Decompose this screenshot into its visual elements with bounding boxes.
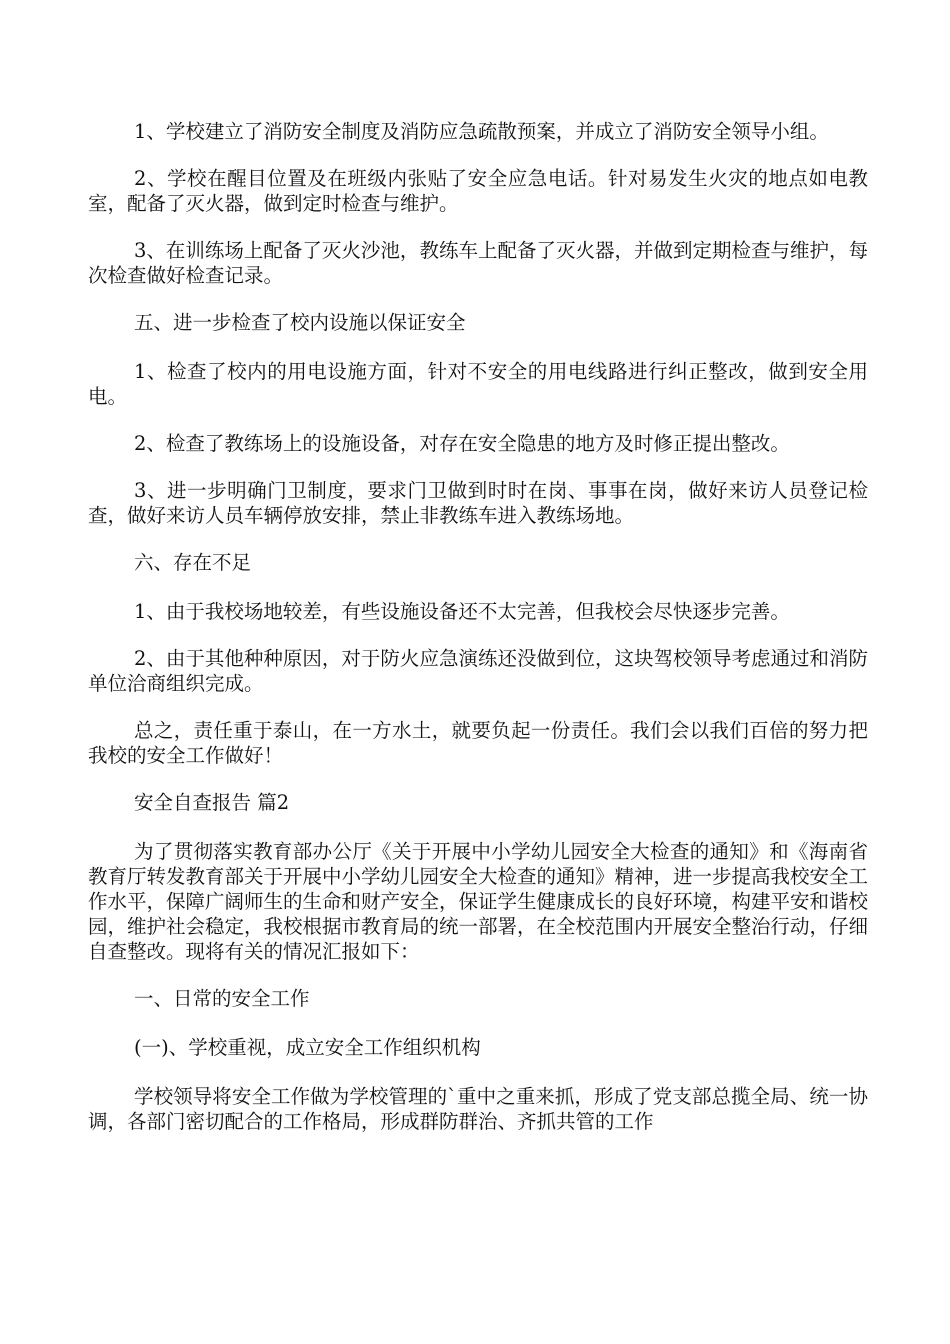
paragraph: 2、由于其他种种原因，对于防火应急演练还没做到位，这块驾校领导考虑通过和消防单位洽商组织完成。 [88, 647, 868, 695]
subsection-heading: (一)、学校重视，成立安全工作组织机构 [134, 1036, 481, 1059]
paragraph: 2、学校在醒目位置及在班级内张贴了安全应急电话。针对易发生火灾的地点如电教室，配备了灭火器，做到定时检查与维护。 [88, 167, 868, 215]
section-heading: 五、进一步检查了校内设施以保证安全 [134, 311, 466, 334]
report-title: 安全自查报告 篇2 [134, 791, 290, 814]
section-heading: 六、存在不足 [134, 551, 252, 574]
paragraph: 3、进一步明确门卫制度，要求门卫做到时时在岗、事事在岗，做好来访人员登记检查，做好来访人员车辆停放安排，禁止非教练车进入教练场地。 [88, 479, 868, 527]
paragraph: 1、学校建立了消防安全制度及消防应急疏散预案，并成立了消防安全领导小组。 [134, 120, 829, 143]
paragraph: 学校领导将安全工作做为学校管理的`重中之重来抓，形成了党支部总揽全局、统一协调，各部门密切配合的工作格局，形成群防群治、齐抓共管的工作 [88, 1085, 868, 1133]
paragraph: 1、检查了校内的用电设施方面，针对不安全的用电线路进行纠正整改，做到安全用电。 [88, 360, 868, 408]
paragraph: 总之，责任重于泰山，在一方水土，就要负起一份责任。我们会以我们百倍的努力把我校的安全工作做好！ [88, 719, 868, 767]
paragraph: 3、在训练场上配备了灭火沙池，教练车上配备了灭火器，并做到定期检查与维护，每次检查做好检查记录。 [88, 239, 868, 287]
document-page [88, 119, 868, 1156]
paragraph: 为了贯彻落实教育部办公厅《关于开展中小学幼儿园安全大检查的通知》和《海南省教育厅转发教育部关于开展中小学幼儿园安全大检查的通知》精神，进一步提高我校安全工作水平，保障广阔师生的生命和财产安全，保证学生健康成长的良好环境，构建平安和谐校园，维护社会稳定，我校根据市教育局的统一部署，在全校范围内开展安全整治行动，仔细自查整改。现将有关的情况汇报如下： [88, 840, 869, 963]
section-heading: 一、日常的安全工作 [134, 987, 310, 1010]
paragraph: 1、由于我校场地较差，有些设施设备还不太完善，但我校会尽快逐步完善。 [134, 600, 790, 623]
paragraph: 2、检查了教练场上的设施设备，对存在安全隐患的地方及时修正提出整改。 [134, 432, 790, 455]
